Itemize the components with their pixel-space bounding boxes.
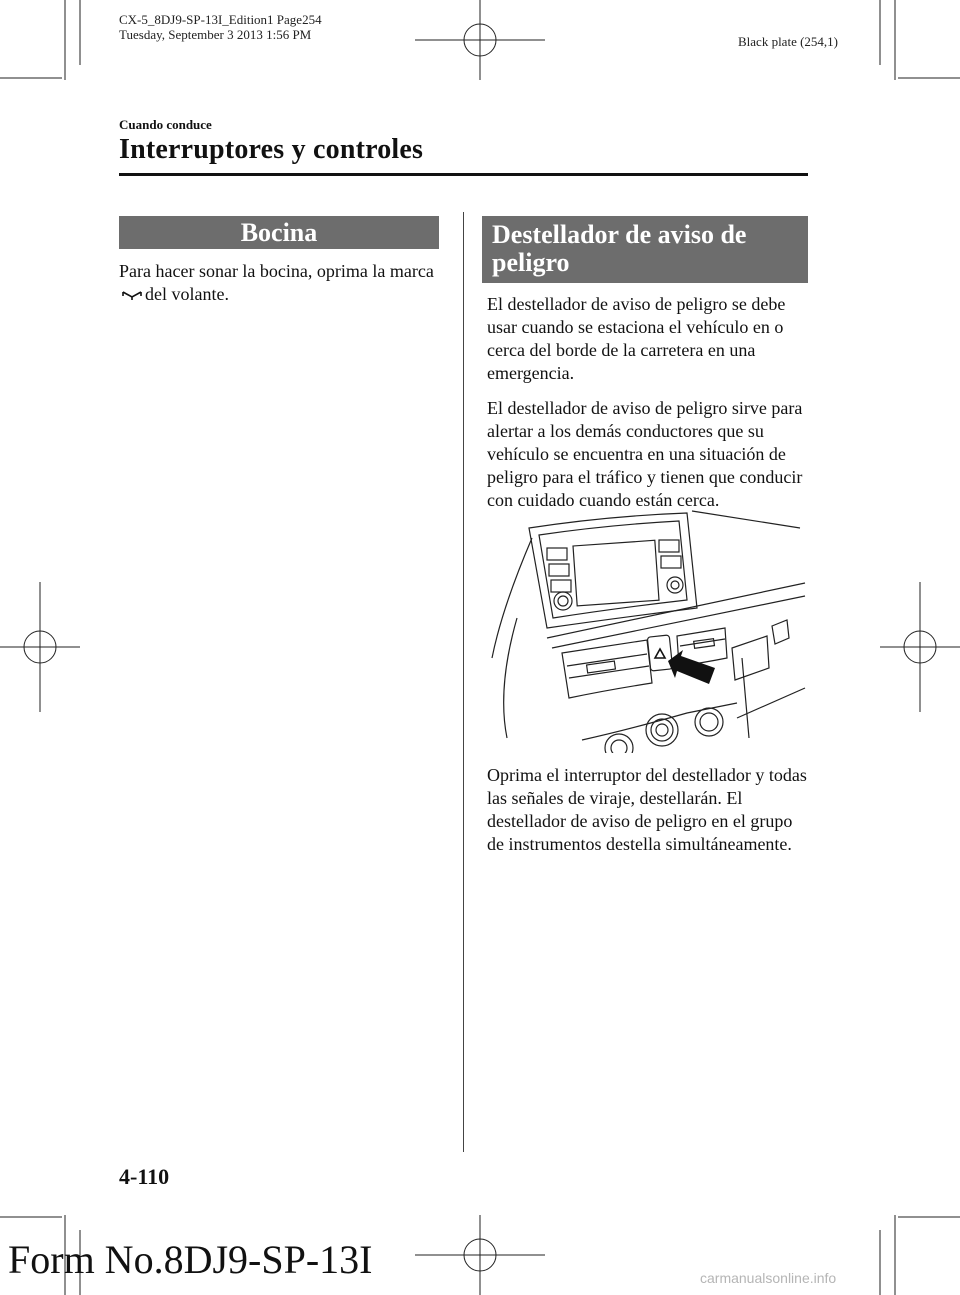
horn-icon bbox=[122, 290, 142, 302]
watermark: carmanualsonline.info bbox=[700, 1270, 837, 1286]
pointer-arrow-icon bbox=[668, 650, 715, 684]
bocina-paragraph bbox=[119, 260, 449, 306]
bocina-text-before: Para hacer sonar la bocina, oprima la marca bbox=[119, 261, 434, 281]
bocina-heading: Bocina bbox=[119, 216, 439, 249]
print-metadata-file: CX-5_8DJ9-SP-13I_Edition1 Page254 bbox=[119, 12, 322, 27]
hazard-triangle-icon bbox=[655, 649, 665, 658]
dashboard-hazard-illustration bbox=[487, 508, 807, 753]
destellador-paragraph-3: Oprima el interruptor del destellador y todas las señales de viraje, destellarán. El destellador de aviso de peligro en el grupo de instrumentos destella simultáneamente. bbox=[487, 765, 807, 854]
plate-label: Black plate (254,1) bbox=[738, 34, 838, 49]
destellador-heading: Destellador de aviso de peligro bbox=[482, 216, 808, 283]
bocina-text-after: del volante. bbox=[145, 284, 229, 304]
destellador-paragraph-2: El destellador de aviso de peligro sirve para alertar a los demás conductores que su vehículo se encuentra en una situación de peligro para el tráfico y tienen que conducir con cuidado cuando están cerca. bbox=[487, 398, 803, 510]
header-rule bbox=[119, 173, 808, 176]
form-number: Form No.8DJ9-SP-13I bbox=[8, 1237, 373, 1282]
column-divider bbox=[463, 212, 464, 1152]
chapter-title: Interruptores y controles bbox=[119, 134, 424, 165]
destellador-paragraph-1: El destellador de aviso de peligro se debe usar cuando se estaciona el vehículo en o cerca del borde de la carretera en una emergencia. bbox=[487, 294, 786, 383]
print-metadata-date: Tuesday, September 3 2013 1:56 PM bbox=[119, 27, 312, 42]
print-metadata bbox=[119, 12, 322, 42]
page-number: 4-110 bbox=[119, 1164, 170, 1189]
section-label: Cuando conduce bbox=[119, 117, 212, 132]
